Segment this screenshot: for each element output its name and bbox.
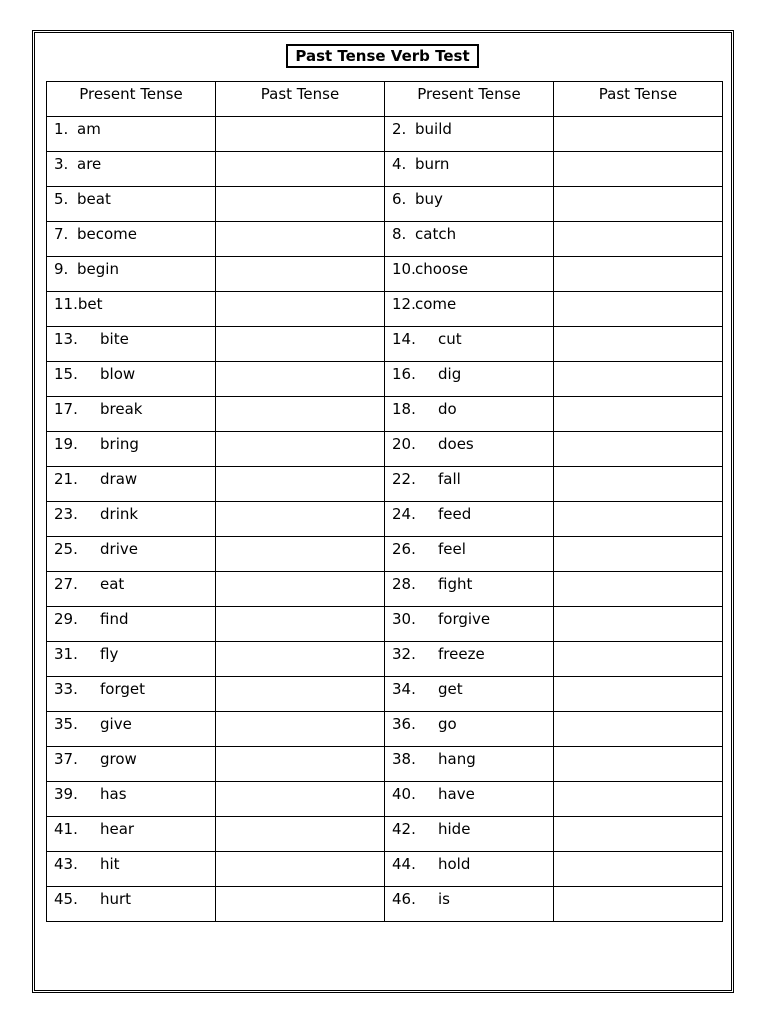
table-row (47, 572, 723, 607)
verb-text: am (77, 120, 101, 138)
item-number: 37. (54, 750, 78, 768)
verb-text: drink (100, 505, 139, 523)
item-number: 1. (54, 120, 69, 138)
item-number: 2. (392, 120, 407, 138)
verb-text: get (438, 680, 463, 698)
item-number: 46. (392, 890, 416, 908)
table-row (47, 257, 723, 292)
past-tense-answer-cell[interactable] (554, 607, 723, 642)
item-number: 8. (392, 225, 407, 243)
verb-text: bite (100, 330, 129, 348)
header-present-tense-1: Present Tense (47, 82, 216, 117)
verb-text: become (77, 225, 138, 243)
page-title: Past Tense Verb Test (286, 44, 479, 68)
present-tense-cell (47, 152, 216, 187)
item-number: 19. (54, 435, 78, 453)
present-tense-cell (385, 782, 554, 817)
past-tense-answer-cell[interactable] (216, 257, 385, 292)
table-row (47, 747, 723, 782)
header-past-tense-1: Past Tense (216, 82, 385, 117)
header-past-tense-2: Past Tense (554, 82, 723, 117)
verb-text: is (438, 890, 450, 908)
past-tense-answer-cell[interactable] (554, 747, 723, 782)
verb-text: hurt (100, 890, 132, 908)
verb-text: beat (77, 190, 111, 208)
table-row (47, 677, 723, 712)
table-row (47, 397, 723, 432)
present-tense-cell (385, 187, 554, 222)
verb-text: draw (100, 470, 138, 488)
present-tense-cell (47, 432, 216, 467)
verb-text: grow (100, 750, 137, 768)
item-number: 13. (54, 330, 78, 348)
past-tense-answer-cell[interactable] (216, 782, 385, 817)
item-number: 27. (54, 575, 78, 593)
present-tense-cell (385, 852, 554, 887)
verb-text: drive (100, 540, 138, 558)
present-tense-cell (47, 187, 216, 222)
verb-text: burn (415, 155, 450, 173)
past-tense-answer-cell[interactable] (216, 152, 385, 187)
item-number: 24. (392, 505, 416, 523)
item-number: 15. (54, 365, 78, 383)
verb-text: feel (438, 540, 466, 558)
present-tense-cell (47, 887, 216, 922)
item-number: 32. (392, 645, 416, 663)
present-tense-cell (47, 537, 216, 572)
verb-text: forget (100, 680, 145, 698)
table-row (47, 292, 723, 327)
table-row (47, 187, 723, 222)
present-tense-cell (385, 117, 554, 152)
item-number: 40. (392, 785, 416, 803)
present-tense-cell (385, 817, 554, 852)
present-tense-cell (385, 677, 554, 712)
item-number: 17. (54, 400, 78, 418)
past-tense-answer-cell[interactable] (554, 572, 723, 607)
item-number: 21. (54, 470, 78, 488)
past-tense-answer-cell[interactable] (216, 887, 385, 922)
past-tense-answer-cell[interactable] (216, 572, 385, 607)
present-tense-cell (385, 327, 554, 362)
verb-text: forgive (438, 610, 491, 628)
item-number: 14. (392, 330, 416, 348)
present-tense-cell (47, 117, 216, 152)
past-tense-answer-cell[interactable] (216, 292, 385, 327)
table-row (47, 467, 723, 502)
item-number: 9. (54, 260, 69, 278)
present-tense-cell (385, 292, 554, 327)
past-tense-answer-cell[interactable] (554, 502, 723, 537)
table-row (47, 607, 723, 642)
item-number: 41. (54, 820, 78, 838)
past-tense-answer-cell[interactable] (216, 397, 385, 432)
table-row (47, 782, 723, 817)
table-row (47, 852, 723, 887)
present-tense-cell (385, 257, 554, 292)
past-tense-answer-cell[interactable] (216, 537, 385, 572)
item-number: 25. (54, 540, 78, 558)
past-tense-answer-cell[interactable] (554, 257, 723, 292)
item-number: 43. (54, 855, 78, 873)
verb-text: are (77, 155, 102, 173)
past-tense-answer-cell[interactable] (554, 642, 723, 677)
past-tense-answer-cell[interactable] (554, 327, 723, 362)
past-tense-answer-cell[interactable] (216, 222, 385, 257)
past-tense-answer-cell[interactable] (216, 467, 385, 502)
past-tense-answer-cell[interactable] (216, 607, 385, 642)
verb-text: have (438, 785, 475, 803)
present-tense-cell (385, 747, 554, 782)
verb-text: begin (77, 260, 119, 278)
verb-text: does (438, 435, 474, 453)
item-number: 30. (392, 610, 416, 628)
verb-text: bet (77, 295, 103, 313)
present-tense-cell (47, 747, 216, 782)
item-number: 28. (392, 575, 416, 593)
past-tense-answer-cell[interactable] (554, 712, 723, 747)
item-number: 3. (54, 155, 69, 173)
verb-text: hear (100, 820, 135, 838)
verb-table-body (47, 117, 723, 922)
past-tense-answer-cell[interactable] (554, 187, 723, 222)
present-tense-cell (385, 607, 554, 642)
past-tense-answer-cell[interactable] (554, 852, 723, 887)
verb-text: hit (100, 855, 120, 873)
present-tense-cell (385, 362, 554, 397)
item-number: 39. (54, 785, 78, 803)
past-tense-answer-cell[interactable] (554, 362, 723, 397)
verb-text: build (415, 120, 452, 138)
item-number: 5. (54, 190, 69, 208)
past-tense-answer-cell[interactable] (554, 782, 723, 817)
present-tense-cell (47, 292, 216, 327)
verb-text: choose (415, 260, 469, 278)
table-row (47, 502, 723, 537)
item-number: 4. (392, 155, 407, 173)
past-tense-answer-cell[interactable] (216, 642, 385, 677)
verb-text: go (438, 715, 457, 733)
present-tense-cell (385, 432, 554, 467)
verb-text: hold (438, 855, 471, 873)
past-tense-answer-cell[interactable] (216, 852, 385, 887)
verb-text: fall (438, 470, 461, 488)
table-row (47, 432, 723, 467)
item-number: 35. (54, 715, 78, 733)
present-tense-cell (385, 222, 554, 257)
present-tense-cell (385, 397, 554, 432)
past-tense-answer-cell[interactable] (216, 817, 385, 852)
item-number: 26. (392, 540, 416, 558)
verb-text: find (100, 610, 129, 628)
present-tense-cell (385, 502, 554, 537)
verb-text: give (100, 715, 132, 733)
present-tense-cell (385, 887, 554, 922)
past-tense-answer-cell[interactable] (554, 117, 723, 152)
past-tense-answer-cell[interactable] (554, 397, 723, 432)
item-number: 45. (54, 890, 78, 908)
table-row (47, 117, 723, 152)
verb-text: hide (438, 820, 471, 838)
item-number: 12. (392, 295, 416, 313)
item-number: 22. (392, 470, 416, 488)
item-number: 29. (54, 610, 78, 628)
present-tense-cell (47, 817, 216, 852)
verb-table (46, 81, 723, 922)
past-tense-answer-cell[interactable] (216, 187, 385, 222)
present-tense-cell (47, 642, 216, 677)
present-tense-cell (47, 607, 216, 642)
item-number: 16. (392, 365, 416, 383)
header-row (47, 82, 723, 117)
past-tense-answer-cell[interactable] (216, 362, 385, 397)
past-tense-answer-cell[interactable] (216, 712, 385, 747)
present-tense-cell (47, 327, 216, 362)
past-tense-answer-cell[interactable] (216, 117, 385, 152)
table-row (47, 222, 723, 257)
verb-text: fly (100, 645, 119, 663)
present-tense-cell (47, 712, 216, 747)
past-tense-answer-cell[interactable] (554, 292, 723, 327)
table-row (47, 817, 723, 852)
verb-text: bring (100, 435, 139, 453)
table-row (47, 712, 723, 747)
verb-text: come (415, 295, 457, 313)
present-tense-cell (47, 397, 216, 432)
verb-text: feed (438, 505, 472, 523)
past-tense-answer-cell[interactable] (554, 152, 723, 187)
item-number: 42. (392, 820, 416, 838)
present-tense-cell (385, 712, 554, 747)
past-tense-answer-cell[interactable] (554, 537, 723, 572)
present-tense-cell (47, 467, 216, 502)
verb-text: freeze (438, 645, 485, 663)
present-tense-cell (47, 782, 216, 817)
item-number: 18. (392, 400, 416, 418)
verb-text: blow (100, 365, 136, 383)
present-tense-cell (47, 502, 216, 537)
item-number: 36. (392, 715, 416, 733)
item-number: 10. (392, 260, 416, 278)
past-tense-answer-cell[interactable] (216, 502, 385, 537)
item-number: 7. (54, 225, 69, 243)
item-number: 20. (392, 435, 416, 453)
verb-text: has (100, 785, 127, 803)
past-tense-answer-cell[interactable] (554, 222, 723, 257)
item-number: 6. (392, 190, 407, 208)
item-number: 11. (54, 295, 78, 313)
verb-text: buy (415, 190, 443, 208)
verb-text: break (100, 400, 143, 418)
present-tense-cell (47, 852, 216, 887)
past-tense-answer-cell[interactable] (216, 432, 385, 467)
past-tense-answer-cell[interactable] (554, 887, 723, 922)
table-row (47, 537, 723, 572)
verb-text: do (438, 400, 457, 418)
present-tense-cell (385, 642, 554, 677)
item-number: 38. (392, 750, 416, 768)
item-number: 34. (392, 680, 416, 698)
item-number: 33. (54, 680, 78, 698)
verb-text: cut (438, 330, 462, 348)
past-tense-answer-cell[interactable] (216, 677, 385, 712)
verb-text: hang (438, 750, 476, 768)
present-tense-cell (385, 572, 554, 607)
table-row (47, 152, 723, 187)
present-tense-cell (47, 222, 216, 257)
table-row (47, 642, 723, 677)
present-tense-cell (385, 152, 554, 187)
present-tense-cell (47, 362, 216, 397)
present-tense-cell (47, 677, 216, 712)
header-present-tense-2: Present Tense (385, 82, 554, 117)
table-row (47, 887, 723, 922)
present-tense-cell (47, 572, 216, 607)
present-tense-cell (385, 467, 554, 502)
past-tense-answer-cell[interactable] (554, 432, 723, 467)
past-tense-answer-cell[interactable] (554, 467, 723, 502)
item-number: 23. (54, 505, 78, 523)
table-row (47, 362, 723, 397)
past-tense-answer-cell[interactable] (216, 327, 385, 362)
item-number: 31. (54, 645, 78, 663)
past-tense-answer-cell[interactable] (554, 817, 723, 852)
verb-text: eat (100, 575, 125, 593)
present-tense-cell (47, 257, 216, 292)
present-tense-cell (385, 537, 554, 572)
table-row (47, 327, 723, 362)
item-number: 44. (392, 855, 416, 873)
verb-text: fight (438, 575, 473, 593)
past-tense-answer-cell[interactable] (216, 747, 385, 782)
verb-text: dig (438, 365, 462, 383)
verb-text: catch (415, 225, 457, 243)
past-tense-answer-cell[interactable] (554, 677, 723, 712)
